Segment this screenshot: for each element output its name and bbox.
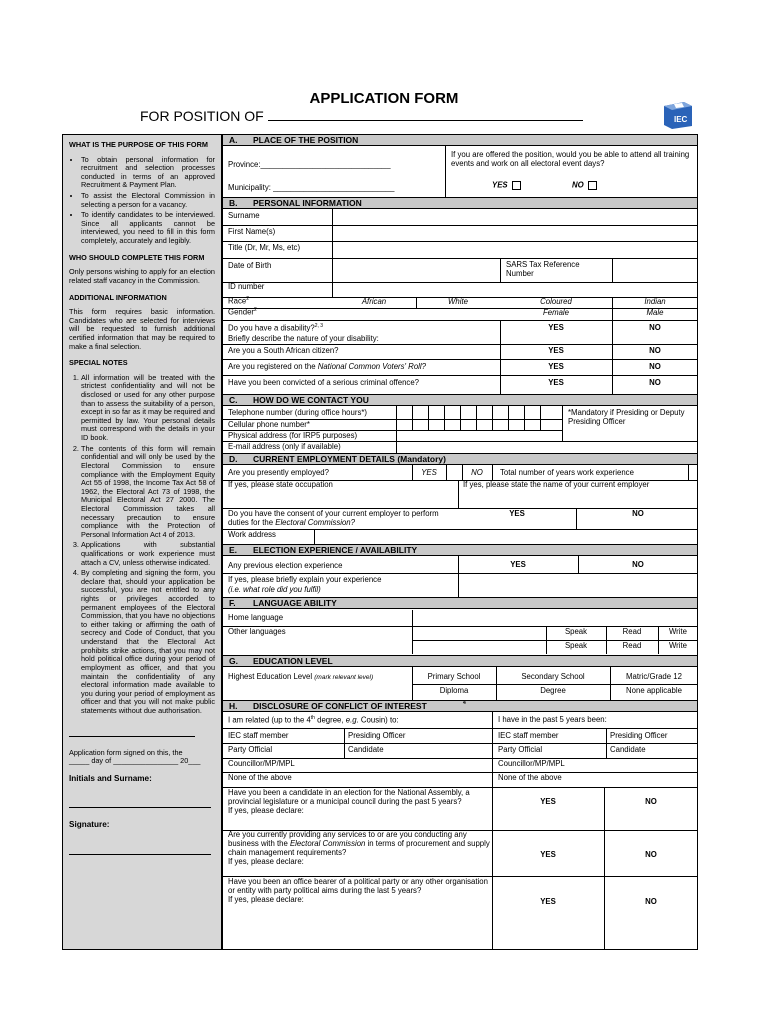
related-role[interactable]: None of the above — [228, 773, 292, 782]
citizen-yes[interactable]: YES — [548, 346, 564, 355]
special-heading: SPECIAL NOTES — [69, 358, 128, 368]
education-option[interactable]: Diploma — [439, 686, 469, 695]
who-text: Only persons wishing to apply for an election related staff vacancy in the Commission. — [69, 267, 215, 285]
purpose-item: • To identify candidates to be interviewed. Since all applicants cannot be interviewed, you need to fill in this form completely, accurately and legibly. — [81, 211, 215, 245]
signature-input[interactable] — [69, 840, 211, 855]
consent-yes[interactable]: YES — [509, 509, 525, 518]
additional-text: This form requires basic information. Candidates who are selected for interviews will be requested to furnish additional certified information that may be required to make a final selection. — [69, 307, 215, 351]
signed-line: Application form signed on this, the — [69, 747, 183, 757]
note-item: 2. The contents of this form will remain confidential and will only be used by the Electoral Commission to ensure compliance with the Employment Equity Act 55 of 1998, the Income Tax Act 58 of 1962, the Electoral Act 73 of 1998, the Municipal Electoral Act 27 2000. The Electoral Commission takes all necessary precaution to ensure compliance with the Protection of Personal Information Act 4 of 2013. — [81, 445, 215, 540]
past-role[interactable]: IEC staff member — [498, 731, 559, 740]
position-label: FOR POSITION OF — [140, 108, 264, 124]
highest-education-label: Highest Education Level (mark relevant level) — [228, 672, 374, 681]
speak-label[interactable]: Speak — [564, 641, 588, 650]
voters-question: Are you registered on the National Common Voters' Roll? — [228, 362, 426, 371]
services-no[interactable]: NO — [645, 850, 657, 859]
speak-label[interactable]: Speak — [564, 627, 588, 636]
section-d-header: D. CURRENT EMPLOYMENT DETAILS (Mandatory) — [222, 453, 698, 465]
signature-label: Signature: — [69, 820, 110, 830]
employed-yes[interactable]: YES — [421, 468, 437, 477]
services-yes[interactable]: YES — [540, 850, 556, 859]
candidate-question: Have you been a candidate in an election for the National Assembly, a provincial legislature or a municipal council during the past 5 years? If yes, please declare: — [228, 788, 470, 815]
related-role[interactable]: IEC staff member — [228, 731, 289, 740]
voters-no[interactable]: NO — [649, 362, 661, 371]
related-role[interactable]: Party Official — [228, 745, 273, 754]
work-address-label: Work address — [228, 530, 276, 539]
office-bearer-yes[interactable]: YES — [540, 897, 556, 906]
related-role[interactable]: Presiding Officer — [348, 731, 406, 740]
disability-no[interactable]: NO — [649, 323, 661, 332]
experience-no[interactable]: NO — [632, 560, 644, 569]
education-option[interactable]: Matric/Grade 12 — [626, 672, 682, 681]
municipality-field[interactable]: Municipality: ____________________________ — [228, 183, 395, 192]
title-label: Title (Dr, Mr, Ms, etc) — [228, 243, 301, 252]
employed-no[interactable]: NO — [471, 468, 483, 477]
race-option[interactable]: Coloured — [540, 297, 572, 306]
training-yes[interactable]: YES — [492, 181, 521, 191]
id-label: ID number — [228, 282, 265, 291]
initials-input[interactable] — [69, 793, 211, 808]
citizen-no[interactable]: NO — [649, 346, 661, 355]
telephone-label: Telephone number (during office hours*) — [228, 408, 367, 417]
signed-date[interactable]: _____ day of ________________ 20___ — [69, 756, 201, 766]
position-input[interactable] — [268, 108, 583, 121]
past-role[interactable]: Councillor/MP/MPL — [498, 759, 565, 768]
criminal-no[interactable]: NO — [649, 378, 661, 387]
years-experience-label: Total number of years work experience — [500, 468, 634, 477]
services-question: Are you currently providing any services to or are you conducting any business with the Electoral Commission in terms of procurement and supply chain management requirements? If yes, please declare: — [228, 830, 490, 866]
disability-describe[interactable]: Briefly describe the nature of your disability: — [228, 334, 379, 343]
instructions-sidebar — [62, 134, 222, 950]
past-role[interactable]: None of the above — [498, 773, 562, 782]
section-h-header: H. DISCLOSURE OF CONFLICT OF INTEREST 4 — [222, 700, 698, 712]
purpose-item: • To obtain personal information for recruitment and selection processes conducted in terms of an approved Recruitment & Payment Plan. — [81, 156, 215, 190]
provided-label: I have in the past 5 years been: — [498, 715, 607, 724]
criminal-yes[interactable]: YES — [548, 378, 564, 387]
related-role[interactable]: Candidate — [348, 745, 384, 754]
purpose-heading: WHAT IS THE PURPOSE OF THIS FORM — [69, 140, 208, 149]
note-item: 3. Applications with substantial qualifications or work experience must attach a CV, unless otherwise indicated. — [81, 541, 215, 567]
initials-label: Initials and Surname: — [69, 773, 152, 783]
section-c-header: C. HOW DO WE CONTACT YOU — [222, 394, 698, 406]
education-option[interactable]: None applicable — [626, 686, 682, 695]
gender-option[interactable]: Female — [543, 308, 569, 317]
surname-label: Surname — [228, 211, 260, 220]
logo-text: IEC — [674, 115, 688, 124]
citizen-question: Are you a South African citizen? — [228, 346, 339, 355]
race-label: Race$^2$ — [228, 296, 249, 306]
education-option[interactable]: Primary School — [427, 672, 481, 681]
who-heading: WHO SHOULD COMPLETE THIS FORM — [69, 252, 205, 262]
past-role[interactable]: Candidate — [610, 745, 646, 754]
voters-yes[interactable]: YES — [548, 362, 564, 371]
section-f-header: F. LANGUAGE ABILITY — [222, 597, 698, 609]
candidate-no[interactable]: NO — [645, 797, 657, 806]
criminal-question: Have you been convicted of a serious criminal offence? — [228, 378, 419, 387]
past-role[interactable]: Party Official — [498, 745, 543, 754]
notes-list — [69, 374, 215, 716]
race-option[interactable]: Indian — [644, 297, 666, 306]
position-line[interactable] — [140, 108, 583, 124]
explain-hint: (i.e. what role did you fulfil) — [228, 585, 321, 594]
education-option[interactable]: Secondary School — [521, 672, 585, 681]
read-label[interactable]: Read — [622, 641, 642, 650]
note-item: 4. By completing and signing the form, you declare that, should your application be successful, you are not entitled to any rights or privileges accorded to permanent employees of the Electoral Commission, that you have no objections to either taking or affirming the oath of secrecy and Code of Conduct, that you understand that the Electoral Act prohibits strike actions, that you may not hold political office during your period of employment as officer, and that you maintain the confidentiality of any electoral information made available to you during your period of employment as officer and that you will not make public statements without due authorisation. — [81, 569, 215, 715]
other-languages-label: Other languages — [228, 627, 286, 636]
office-bearer-question: Have you been an office bearer of a political party or any other organisation or entity with party political aims during the last 5 years? If yes, please declare: — [228, 877, 488, 904]
race-option[interactable]: White — [448, 297, 468, 306]
home-language-label: Home language — [228, 613, 284, 622]
consent-no[interactable]: NO — [632, 509, 644, 518]
dob-label: Date of Birth — [228, 261, 272, 270]
form-title: APPLICATION FORM — [309, 90, 459, 107]
write-label[interactable]: Write — [668, 641, 688, 650]
section-b-header: B. PERSONAL INFORMATION — [222, 197, 698, 209]
occupation-label: If yes, please state occupation — [228, 480, 333, 489]
related-role[interactable]: Councillor/MP/MPL — [228, 759, 295, 768]
write-label[interactable]: Write — [668, 627, 688, 636]
race-option[interactable]: African — [361, 297, 387, 306]
physical-address-label: Physical address (for IRP5 purposes) — [228, 431, 358, 440]
section-g-header: G. EDUCATION LEVEL — [222, 655, 698, 667]
purpose-item: • To assist the Electoral Commission in selecting a person for a vacancy. — [81, 192, 215, 209]
first-names-label: First Name(s) — [228, 227, 276, 236]
employer-label: If yes, please state the name of your current employer — [463, 480, 650, 489]
related-label: I am related (up to the 4th degree, e.g. Cousin) to: — [228, 715, 399, 725]
consent-question: Do you have the consent of your current employer to perform duties for the Electoral Commission? — [228, 509, 439, 527]
additional-heading: ADDITIONAL INFORMATION — [69, 292, 167, 302]
office-bearer-no[interactable]: NO — [645, 897, 657, 906]
training-question: If you are offered the position, would you be able to attend all training events and work on all electoral event days? — [451, 150, 690, 168]
gender-label: Gender$^2$ — [228, 307, 257, 317]
iec-logo-icon — [662, 100, 694, 130]
past-role[interactable]: Presiding Officer — [610, 731, 668, 740]
section-e-header: E. ELECTION EXPERIENCE / AVAILABILITY — [222, 544, 698, 556]
sars-label: SARS Tax Reference Number — [506, 260, 580, 278]
section-a-header: A. PLACE OF THE POSITION — [222, 134, 698, 146]
explain-experience-label: If yes, please briefly explain your experience — [228, 575, 382, 584]
divider — [69, 722, 195, 737]
province-field[interactable]: Province:______________________________ — [228, 160, 391, 169]
mandatory-note: *Mandatory if Presiding or Deputy Presiding Officer — [568, 408, 685, 426]
email-label: E-mail address (only if available) — [228, 442, 341, 451]
experience-question: Any previous election experience — [228, 561, 343, 570]
form-main — [222, 134, 698, 950]
experience-yes[interactable]: YES — [510, 560, 526, 569]
purpose-list — [69, 156, 215, 246]
read-label[interactable]: Read — [622, 627, 642, 636]
training-no[interactable]: NO — [572, 181, 597, 191]
employed-question: Are you presently employed? — [228, 468, 329, 477]
gender-option[interactable]: Male — [646, 308, 664, 317]
disability-question: Do you have a disability?$^{2, 3}$ — [228, 323, 324, 333]
candidate-yes[interactable]: YES — [540, 797, 556, 806]
education-option[interactable]: Degree — [540, 686, 566, 695]
disability-yes[interactable]: YES — [548, 323, 564, 332]
note-item: 1. All information will be treated with the strictest confidentiality and will not be disclosed or used for any other purpose than to assess the suitability of a person, except in so far as it may be required and permitted by law. Your personal details must correspond with the details in your ID book. — [81, 374, 215, 443]
cellular-label: Cellular phone number* — [228, 420, 310, 429]
